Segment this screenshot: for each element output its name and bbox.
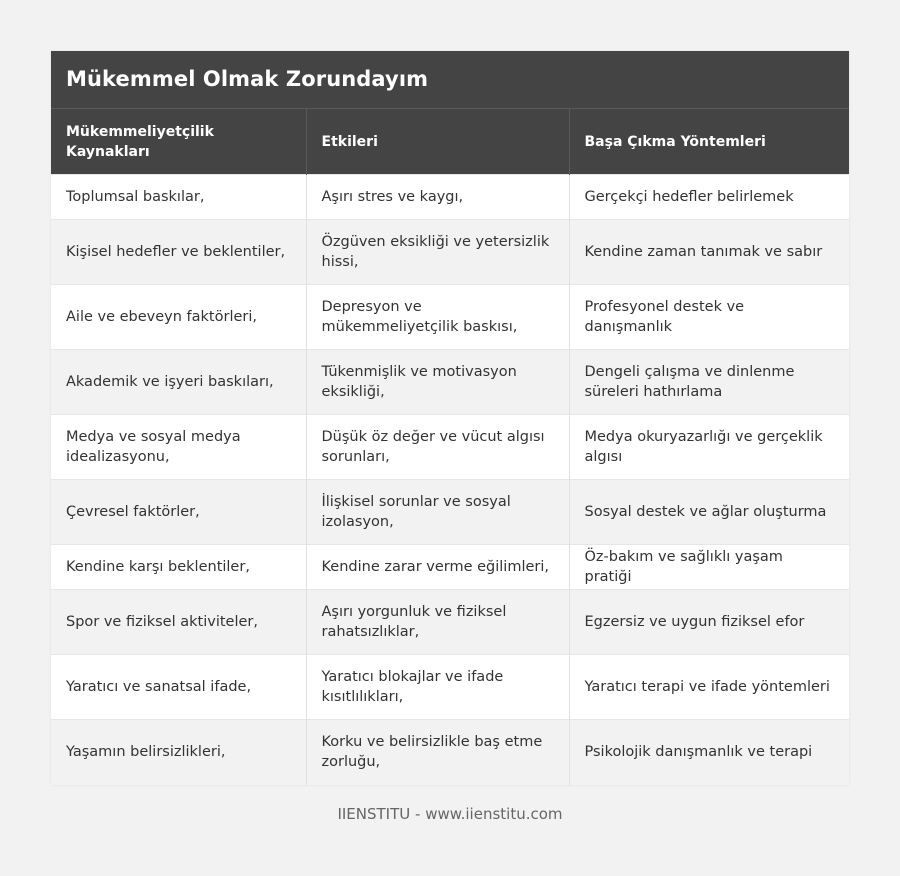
table-title: Mükemmel Olmak Zorundayım [51, 51, 849, 108]
column-header-coping: Başa Çıkma Yöntemleri [569, 109, 849, 175]
cell-source: Kişisel hedefler ve beklentiler, [51, 220, 306, 285]
table-row [51, 480, 849, 545]
column-header-effects: Etkileri [306, 109, 569, 175]
cell-effect: Düşük öz değer ve vücut algısı sorunları, [306, 415, 569, 480]
cell-coping: Dengeli çalışma ve dinlenme süreleri hathırlama [569, 350, 849, 415]
cell-effect: Aşırı stres ve kaygı, [306, 175, 569, 220]
table-row [51, 285, 849, 350]
cell-coping: Profesyonel destek ve danışmanlık [569, 285, 849, 350]
cell-source: Çevresel faktörler, [51, 480, 306, 545]
cell-source: Toplumsal baskılar, [51, 175, 306, 220]
cell-effect: Tükenmişlik ve motivasyon eksikliği, [306, 350, 569, 415]
cell-coping: Yaratıcı terapi ve ifade yöntemleri [569, 655, 849, 720]
table-row [51, 350, 849, 415]
cell-effect: İlişkisel sorunlar ve sosyal izolasyon, [306, 480, 569, 545]
cell-effect: Korku ve belirsizlikle baş etme zorluğu, [306, 720, 569, 785]
cell-effect: Kendine zarar verme eğilimleri, [306, 545, 569, 590]
cell-coping: Gerçekçi hedefler belirlemek [569, 175, 849, 220]
cell-effect: Özgüven eksikliği ve yetersizlik hissi, [306, 220, 569, 285]
table-row [51, 545, 849, 590]
column-header-sources: Mükemmeliyetçilik Kaynakları [51, 109, 306, 175]
cell-effect: Depresyon ve mükemmeliyetçilik baskısı, [306, 285, 569, 350]
cell-coping: Kendine zaman tanımak ve sabır [569, 220, 849, 285]
table-row [51, 655, 849, 720]
cell-coping: Medya okuryazarlığı ve gerçeklik algısı [569, 415, 849, 480]
table-row [51, 590, 849, 655]
cell-coping: Öz-bakım ve sağlıklı yaşam pratiği [569, 545, 849, 590]
cell-source: Medya ve sosyal medya idealizasyonu, [51, 415, 306, 480]
cell-coping: Egzersiz ve uygun fiziksel efor [569, 590, 849, 655]
data-table [51, 108, 849, 785]
table-row [51, 220, 849, 285]
cell-source: Spor ve fiziksel aktiviteler, [51, 590, 306, 655]
table-row [51, 415, 849, 480]
cell-source: Aile ve ebeveyn faktörleri, [51, 285, 306, 350]
cell-source: Kendine karşı beklentiler, [51, 545, 306, 590]
cell-source: Yaşamın belirsizlikleri, [51, 720, 306, 785]
cell-coping: Sosyal destek ve ağlar oluşturma [569, 480, 849, 545]
cell-source: Yaratıcı ve sanatsal ifade, [51, 655, 306, 720]
table-row [51, 175, 849, 220]
header-row [51, 109, 849, 175]
footer-credit: IIENSTITU - www.iienstitu.com [337, 805, 563, 823]
cell-source: Akademik ve işyeri baskıları, [51, 350, 306, 415]
cell-effect: Yaratıcı blokajlar ve ifade kısıtlılıkları, [306, 655, 569, 720]
table-row [51, 720, 849, 785]
cell-effect: Aşırı yorgunluk ve fiziksel rahatsızlıklar, [306, 590, 569, 655]
cell-coping: Psikolojik danışmanlık ve terapi [569, 720, 849, 785]
table-card [51, 51, 849, 785]
